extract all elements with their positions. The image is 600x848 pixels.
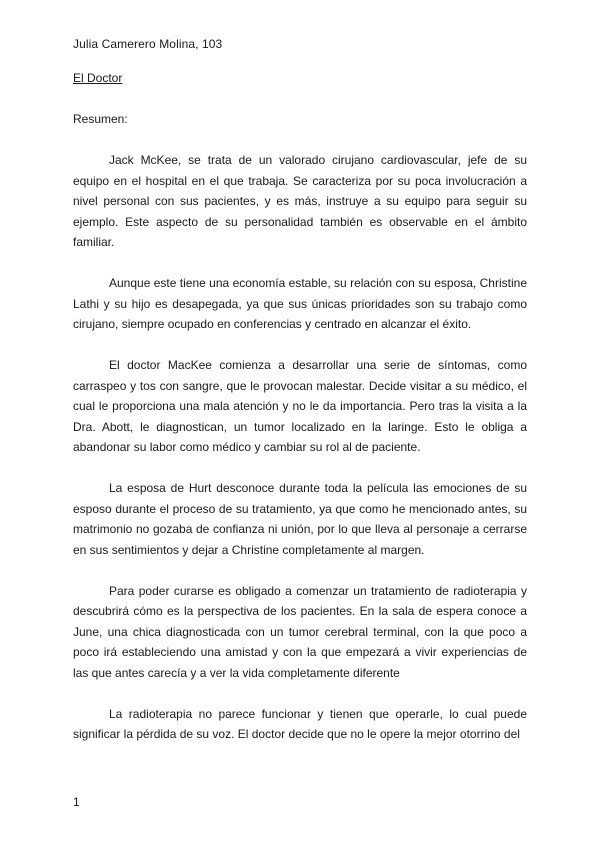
summary-label: Resumen: [73, 112, 128, 126]
paragraph-6: La radioterapia no parece funcionar y tienen que operarle, lo cual puede significar la pérdida de su voz. El doctor decide que no le opere la mejor otorrino del [73, 706, 527, 741]
paragraph-4: La esposa de Hurt desconoce durante toda la película las emociones de su esposo durante el proceso de su tratamiento, ya que como he mencionado antes, su matrimonio no gozaba de confianza ni unión, por lo que lleva al personaje a cerrarse en sus sentimientos y dejar a Christine completamente al margen. [73, 481, 527, 557]
document-body [73, 150, 527, 765]
author-header: Julia Camerero Molina, 103 [73, 37, 223, 51]
page-number: 1 [73, 795, 80, 809]
paragraph-1: Jack McKee, se trata de un valorado cirujano cardiovascular, jefe de su equipo en el hospital en el que trabaja. Se caracteriza por su poca involucración a nivel personal con sus pacientes, y es más, instruye a su equipo para seguir su ejemplo. Este aspecto de su personalidad también es observable en el ámbito familiar. [73, 153, 527, 249]
document-title: El Doctor [73, 71, 123, 85]
paragraph-3: El doctor MacKee comienza a desarrollar una serie de síntomas, como carraspeo y tos con sangre, que le provocan malestar. Decide visitar a su médico, el cual le proporciona una mala atención y no le da importancia. Pero tras la visita a la Dra. Abott, le diagnostican, un tumor localizado en la laringe. Esto le obliga a abandonar su labor como médico y cambiar su rol al de paciente. [73, 358, 527, 454]
paragraph-5: Para poder curarse es obligado a comenzar un tratamiento de radioterapia y descubrirá cómo es la perspectiva de los pacientes. En la sala de espera conoce a June, una chica diagnosticada con un tumor cerebral terminal, con la que poco a poco irá estableciendo una amistad y con la que empezará a vivir experiencias de las que antes carecía y a ver la vida completamente diferente [73, 583, 527, 680]
paragraph-2: Aunque este tiene una economía estable, su relación con su esposa, Christine Lathi y su hijo es desapegada, ya que sus únicas prioridades son su trabajo como cirujano, siempre ocupado en conferencias y centrado en alcanzar el éxito. [73, 276, 527, 331]
